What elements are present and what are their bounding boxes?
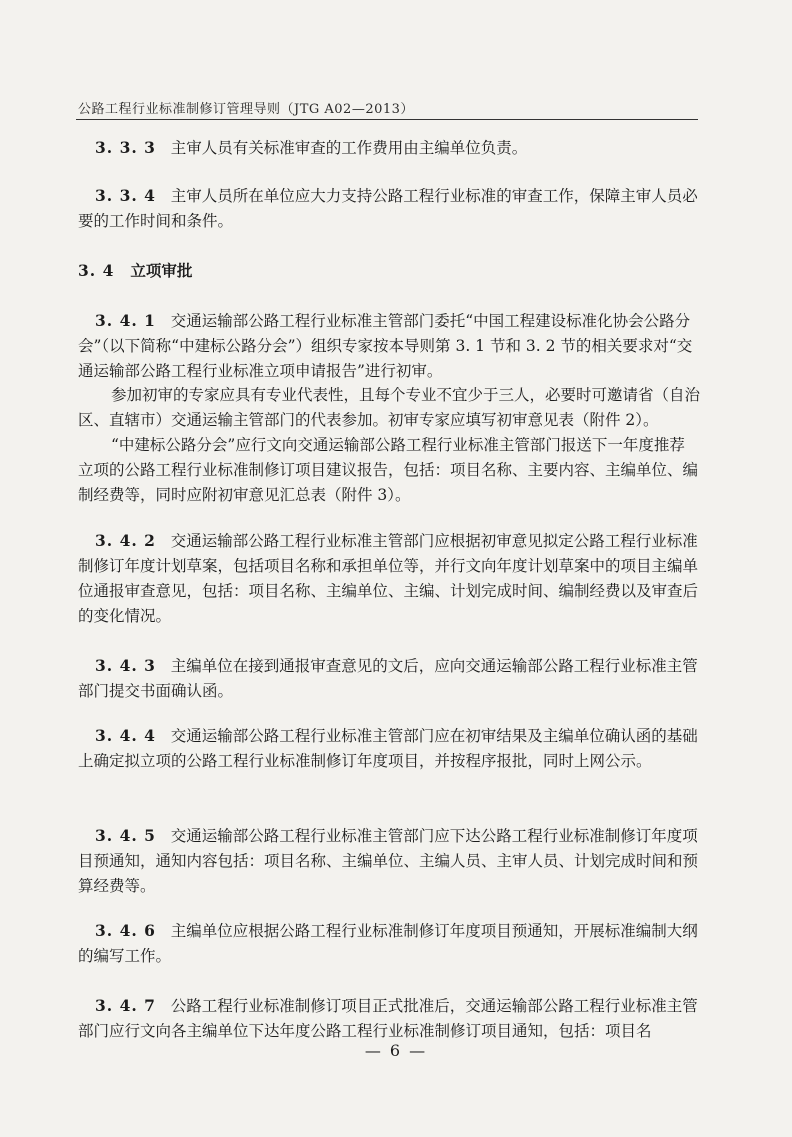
clause-number: 3. 4. 4: [95, 726, 156, 745]
clause-3-4-1: [78, 308, 700, 384]
clause-3-4-7: [78, 993, 700, 1044]
clause-number: 3. 4. 1: [95, 311, 156, 330]
clause-3-3-4: [78, 183, 700, 234]
clause-text: 交通运输部公路工程行业标准主管部门应下达公路工程行业标准制修订年度项目预通知，通知内容包括：项目名称、主编单位、主编人员、主审人员、计划完成时间和预算经费等。: [78, 827, 699, 895]
header-rule: [76, 119, 698, 120]
page-number: — 6 —: [364, 1041, 428, 1060]
section-heading-3-4: [78, 259, 192, 281]
clause-3-4-1-paragraph-2: 参加初审的专家应具有专业代表性，且每个专业不宜少于三人，必要时可邀请省（自治区、直辖市）交通运输主管部门的代表参加。初审专家应填写初审意见表（附件 2）。: [78, 386, 701, 429]
clause-3-4-2: [78, 528, 700, 629]
clause-text: 主审人员有关标准审查的工作费用由主编单位负责。: [170, 139, 528, 157]
clause-text: 交通运输部公路工程行业标准主管部门应根据初审意见拟定公路工程行业标准制修订年度计划草案，包括项目名称和承担单位等，并行文向年度计划草案中的项目主编单位通报审查意见，包括：项目名称、主编单位、主编、计划完成时间、编制经费以及审查后的变化情况。: [78, 532, 699, 625]
clause-3-4-6: [78, 918, 700, 969]
clause-3-3-3: [78, 135, 700, 161]
clause-number: 3. 3. 3: [95, 138, 156, 157]
clause-number: 3. 4. 5: [95, 826, 156, 845]
section-title: 立项审批: [130, 261, 193, 280]
clause-3-4-3: [78, 653, 700, 704]
clause-text: 公路工程行业标准制修订项目正式批准后，交通运输部公路工程行业标准主管部门应行文向各主编单位下达年度公路工程行业标准制修订项目通知，包括：项目名: [78, 997, 698, 1040]
clause-text: 主编单位应根据公路工程行业标准制修订年度项目预通知，开展标准编制大纲的编写工作。: [78, 922, 698, 965]
clause-3-4-4: [78, 723, 700, 774]
clause-number: 3. 3. 4: [95, 186, 156, 205]
clause-text: 主编单位在接到通报审查意见的文后，应向交通运输部公路工程行业标准主管部门提交书面确认函。: [78, 657, 698, 700]
clause-3-4-1-paragraph-3: “中建标公路分会”应行文向交通运输部公路工程行业标准主管部门报送下一年度推荐立项的公路工程行业标准制修订项目建议报告，包括：项目名称、主要内容、主编单位、编制经费等，同时应附初审意见汇总表（附件 3）。: [78, 436, 699, 504]
clause-3-4-5: [78, 823, 700, 899]
clause-text: 主审人员所在单位应大力支持公路工程行业标准的审查工作，保障主审人员必要的工作时间和条件。: [78, 187, 698, 230]
clause-text: 交通运输部公路工程行业标准主管部门委托“中国工程建设标准化协会公路分会”（以下简称“中建标公路分会”）组织专家按本导则第 3. 1 节和 3. 2 节的相关要求对“交通运输部公路工程行业标准立项申请报告”进行初审。: [78, 312, 693, 380]
section-number: 3. 4: [78, 261, 115, 280]
clause-number: 3. 4. 3: [95, 656, 156, 675]
clause-number: 3. 4. 6: [95, 921, 156, 940]
clause-number: 3. 4. 2: [95, 531, 156, 550]
clause-number: 3. 4. 7: [95, 996, 156, 1015]
running-header: 公路工程行业标准制修订管理导则（JTG A02—2013）: [78, 102, 414, 117]
clause-text: 交通运输部公路工程行业标准主管部门应在初审结果及主编单位确认函的基础上确定拟立项的公路工程行业标准制修订年度项目，并按程序报批，同时上网公示。: [78, 727, 698, 770]
